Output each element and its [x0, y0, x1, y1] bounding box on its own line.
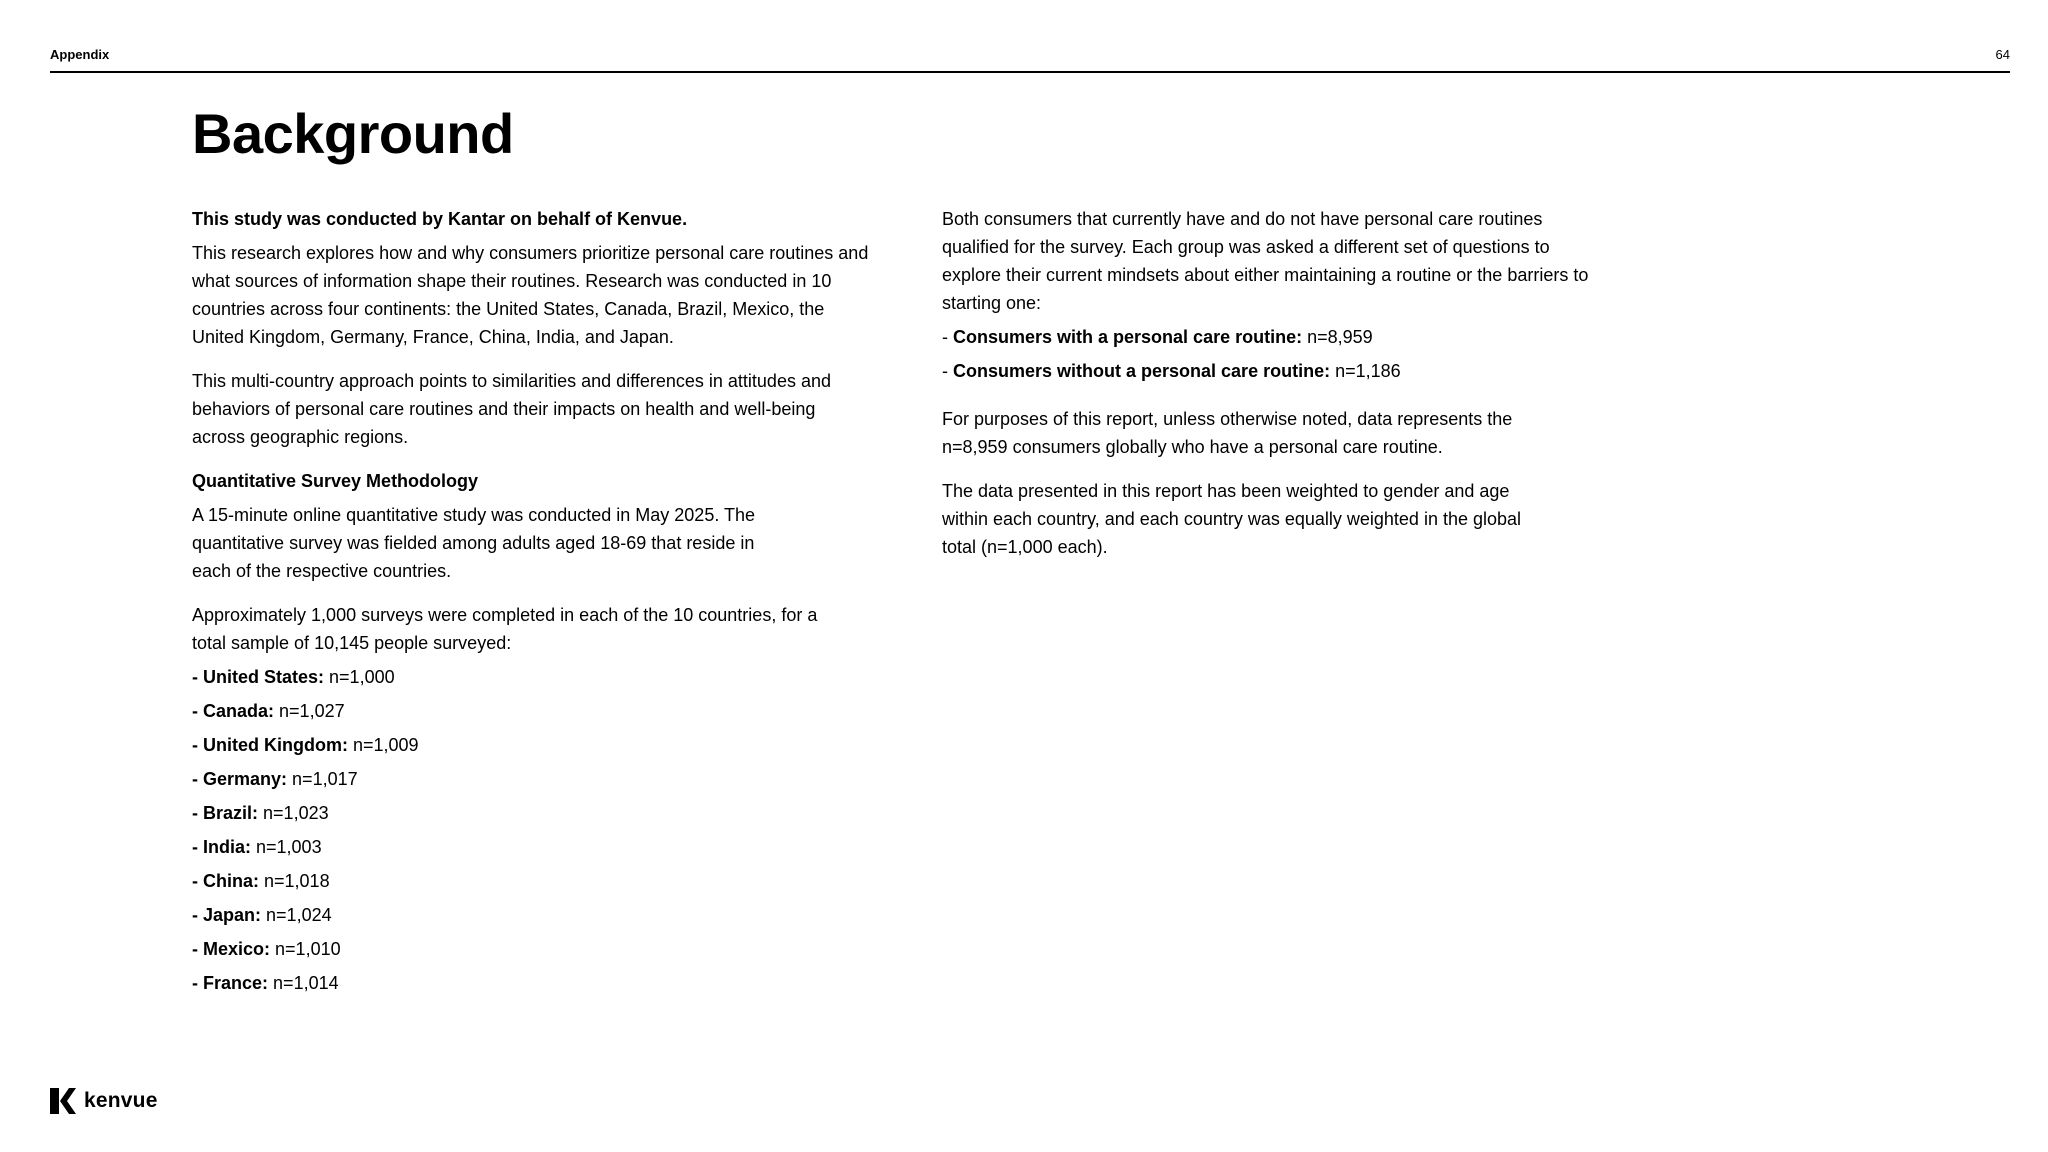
left-column [192, 205, 882, 1003]
kenvue-logo [50, 1088, 158, 1114]
methodology-paragraph: A 15-minute online quantitative study was conducted in May 2025. The quantitative survey was fielded among adults aged 18-69 that reside in each of the respective countries. [192, 505, 756, 581]
country-label: - France: [192, 973, 269, 993]
page-number: 64 [1995, 47, 2010, 62]
header-divider [50, 71, 2010, 73]
group-label: Consumers without a personal care routine: [953, 361, 1331, 381]
methodology-heading: Quantitative Survey Methodology [192, 471, 479, 491]
list-item [192, 867, 882, 895]
country-label: - Brazil: [192, 803, 259, 823]
list-item [192, 697, 882, 725]
group-label: Consumers with a personal care routine: [953, 327, 1303, 347]
list-item [192, 935, 882, 963]
country-label: - China: [192, 871, 259, 891]
section-label: Appendix [50, 47, 110, 62]
approach-paragraph: This multi-country approach points to similarities and differences in attitudes and behaviors of personal care routines and their impacts on health and well-being across geographic regions. [192, 371, 831, 447]
weighting-paragraph: The data presented in this report has been weighted to gender and age within each country, and each country was equally weighted in the global total (n=1,000 each). [942, 481, 1522, 557]
country-sample-size: n=1,009 [353, 735, 419, 755]
group-prefix: - [942, 327, 953, 347]
kenvue-k-icon [50, 1088, 76, 1114]
right-column [942, 205, 1632, 561]
country-sample-size: n=1,003 [256, 837, 322, 857]
groups-paragraph: Both consumers that currently have and do not have personal care routines qualified for the survey. Each group was asked a different set of questions to explore their current mindsets about either maintaining a routine or the barriers to starting one: [942, 209, 1589, 313]
list-item [192, 799, 882, 827]
country-sample-size: n=1,024 [266, 905, 332, 925]
group-prefix: - [942, 361, 953, 381]
country-sample-size: n=1,027 [279, 701, 345, 721]
group-sample-size: n=1,186 [1335, 361, 1401, 381]
list-item [192, 901, 882, 929]
group-sample-size: n=8,959 [1307, 327, 1373, 347]
country-label: - Mexico: [192, 939, 271, 959]
intro-statement: This study was conducted by Kantar on behalf of Kenvue. [192, 209, 688, 229]
country-sample-size: n=1,000 [329, 667, 395, 687]
logo-text: kenvue [84, 1089, 158, 1112]
country-label: - Germany: [192, 769, 288, 789]
country-sample-size: n=1,014 [273, 973, 339, 993]
country-label: - United States: [192, 667, 325, 687]
page-title: Background [192, 102, 514, 165]
list-item [942, 323, 1632, 351]
country-sample-size: n=1,010 [275, 939, 341, 959]
list-item [192, 833, 882, 861]
country-sample-size: n=1,018 [264, 871, 330, 891]
country-label: - India: [192, 837, 251, 857]
country-label: - United Kingdom: [192, 735, 348, 755]
country-sample-list [192, 663, 882, 997]
sample-paragraph: Approximately 1,000 surveys were completed in each of the 10 countries, for a total sample of 10,145 people surveyed: [192, 605, 818, 653]
list-item [192, 731, 882, 759]
report-scope-paragraph: For purposes of this report, unless otherwise noted, data represents the n=8,959 consumers globally who have a personal care routine. [942, 409, 1513, 457]
research-paragraph: This research explores how and why consumers prioritize personal care routines and what sources of information shape their routines. Research was conducted in 10 countries across four continents: the United States, Canada, Brazil, Mexico, the United Kingdom, Germany, France, China, India, and Japan. [192, 243, 869, 347]
list-item [192, 969, 882, 997]
list-item [192, 765, 882, 793]
country-label: - Canada: [192, 701, 275, 721]
country-label: - Japan: [192, 905, 262, 925]
country-sample-size: n=1,023 [263, 803, 329, 823]
list-item [192, 663, 882, 691]
list-item [942, 357, 1632, 385]
country-sample-size: n=1,017 [292, 769, 358, 789]
